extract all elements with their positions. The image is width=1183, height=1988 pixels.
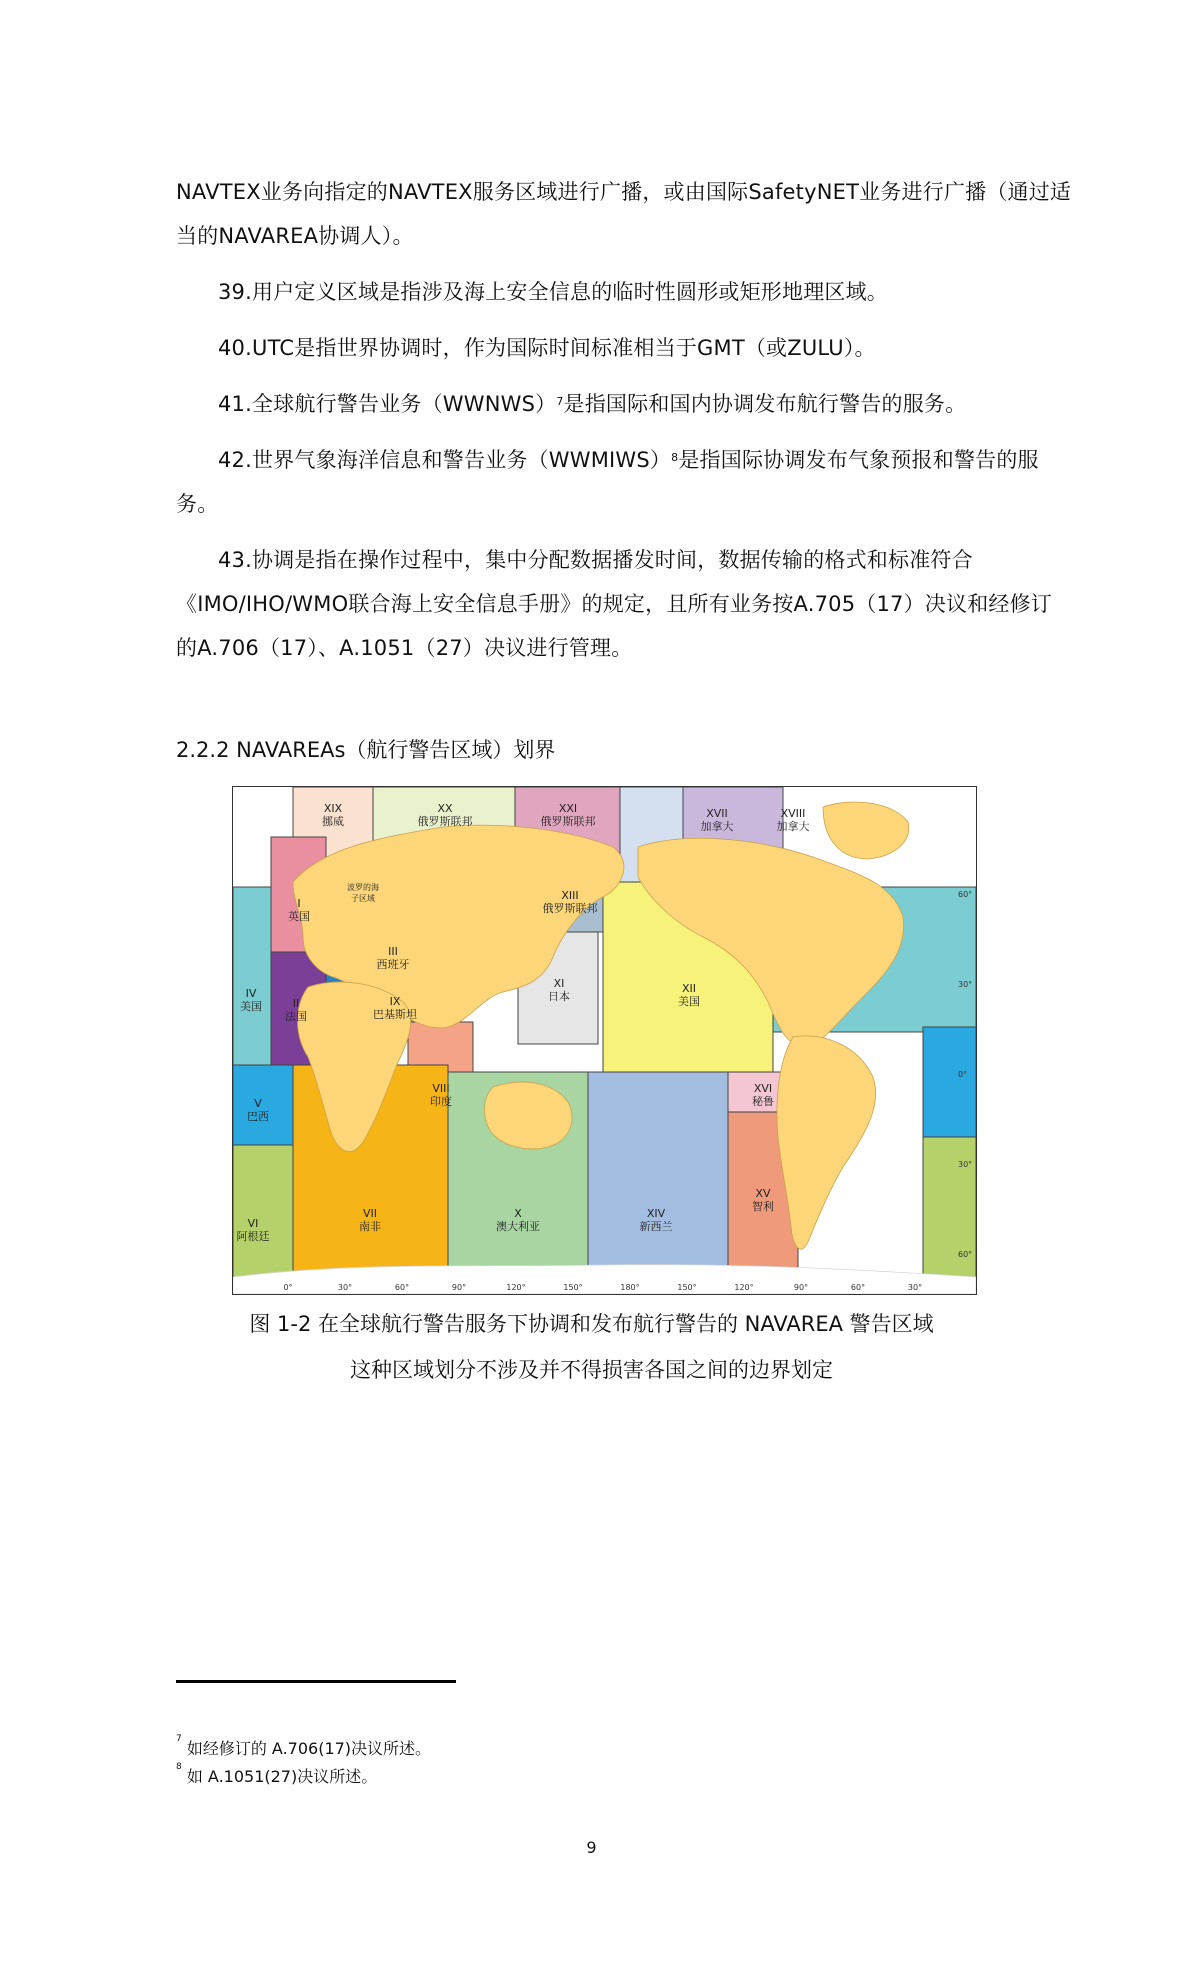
area-number-label: I — [297, 897, 301, 910]
longitude-tick-label: 90° — [793, 1283, 809, 1292]
longitude-tick-label: 150° — [563, 1283, 583, 1292]
area-number-label: XVIII — [780, 807, 806, 820]
footnote-ref: 7 — [556, 395, 564, 408]
area-number-label: XIII — [561, 889, 579, 902]
paragraph-42: 42.世界气象海洋信息和警告业务（WWMIWS）$^8$是指国际协调发布气象预报和警告的服 — [218, 448, 1039, 472]
area-number-label: XXI — [558, 802, 578, 815]
area-number-label: XV — [755, 1187, 771, 1200]
area-number-label: V — [254, 1097, 262, 1110]
paragraph-40: 40.UTC是指世界协调时，作为国际时间标准相当于GMT（或ZULU）。 — [218, 336, 876, 360]
area-v — [233, 1065, 293, 1145]
paragraph-43: 43.协调是指在操作过程中，集中分配数据播发时间，数据传输的格式和标准符合 — [218, 548, 973, 572]
area-country-label: 澳大利亚 — [496, 1220, 540, 1233]
area-country-label: 西班牙 — [376, 958, 410, 971]
longitude-tick-label: 180° — [620, 1283, 640, 1292]
area-country-label: 法国 — [285, 1010, 307, 1023]
footnote-7: $^7$ 如经修订的 A.706(17)决议所述。 — [176, 1734, 432, 1758]
area-country-label: 印度 — [430, 1095, 452, 1108]
area-number-label: XI — [553, 977, 565, 990]
area-number-label: IV — [245, 987, 257, 1000]
baltic-subarea-label: 子区域 — [351, 894, 375, 903]
body-line: NAVTEX业务向指定的NAVTEX服务区域进行广播，或由国际SafetyNET业务进行广播（通过适 — [176, 180, 1072, 204]
area-country-label: 智利 — [752, 1200, 774, 1213]
area-number-label: VI — [247, 1217, 259, 1230]
navarea-map — [232, 786, 977, 1295]
area-country-label: 秘鲁 — [752, 1095, 774, 1108]
area-number-label: II — [292, 997, 300, 1010]
body-line: 的A.706（17）、A.1051（27）决议进行管理。 — [176, 636, 633, 660]
longitude-tick-label: 150° — [677, 1283, 697, 1292]
figure-note: 这种区域划分不涉及并不得损害各国之间的边界划定 — [350, 1358, 833, 1382]
longitude-tick-label: 120° — [734, 1283, 754, 1292]
navarea-map-svg — [233, 787, 976, 1294]
area-country-label: 俄罗斯联邦 — [540, 815, 596, 828]
section-heading: 2.2.2 NAVAREAs（航行警告区域）划界 — [176, 738, 556, 762]
figure-caption: 图 1-2 在全球航行警告服务下协调和发布航行警告的 NAVAREA 警告区域 — [249, 1312, 934, 1336]
body-line: 《IMO/IHO/WMO联合海上安全信息手册》的规定，且所有业务按A.705（17）决议和经修订 — [176, 592, 1052, 616]
footnote-ref: 8 — [671, 451, 679, 464]
area-country-label: 挪威 — [322, 815, 344, 828]
area-number-label: VII — [362, 1207, 378, 1220]
longitude-tick-label: 0° — [283, 1283, 293, 1292]
area-country-label: 巴基斯坦 — [373, 1008, 417, 1021]
area-number-label: XIV — [646, 1207, 666, 1220]
body-line: 当的NAVAREA协调人）。 — [176, 224, 414, 248]
latitude-tick-label: 30° — [958, 1160, 973, 1169]
body-line: 务。 — [176, 492, 219, 516]
longitude-tick-label: 120° — [506, 1283, 526, 1292]
longitude-tick-label: 30° — [907, 1283, 923, 1292]
area-country-label: 加拿大 — [700, 820, 734, 833]
area-number-label: X — [514, 1207, 522, 1220]
footnote-8: $^8$ 如 A.1051(27)决议所述。 — [176, 1762, 378, 1786]
paragraph-39: 39.用户定义区域是指涉及海上安全信息的临时性圆形或矩形地理区域。 — [218, 280, 888, 304]
area-number-label: XVI — [753, 1082, 773, 1095]
baltic-subarea-label: 波罗的海 — [347, 883, 379, 892]
area-country-label: 新西兰 — [639, 1220, 673, 1233]
paragraph-41: 41.全球航行警告业务（WWNWS）$^7$是指国际和国内协调发布航行警告的服务。 — [218, 392, 967, 416]
longitude-tick-label: 60° — [394, 1283, 410, 1292]
area-number-label: III — [388, 945, 398, 958]
area-number-label: VIII — [432, 1082, 450, 1095]
latitude-tick-label: 0° — [958, 1070, 968, 1079]
latitude-tick-label: 60° — [958, 890, 973, 899]
area-number-label: XII — [681, 982, 697, 995]
area-iv-left — [233, 887, 271, 1065]
area-country-label: 美国 — [240, 1000, 262, 1013]
area-number-label: XIX — [323, 802, 343, 815]
latitude-tick-label: 60° — [958, 1250, 973, 1259]
area-country-label: 日本 — [548, 990, 570, 1003]
area-country-label: 阿根廷 — [236, 1230, 270, 1243]
longitude-tick-label: 60° — [850, 1283, 866, 1292]
area-country-label: 南非 — [359, 1220, 381, 1233]
area-v-right — [923, 1027, 976, 1137]
area-country-label: 俄罗斯联邦 — [417, 815, 473, 828]
area-country-label: 俄罗斯联邦 — [542, 902, 598, 915]
latitude-tick-label: 30° — [958, 980, 973, 989]
longitude-tick-label: 30° — [337, 1283, 353, 1292]
area-country-label: 加拿大 — [776, 820, 810, 833]
area-xiv — [588, 1072, 728, 1294]
footnote-divider — [176, 1680, 456, 1683]
longitude-tick-label: 90° — [451, 1283, 467, 1292]
area-country-label: 英国 — [288, 910, 310, 923]
area-number-label: XVII — [706, 807, 728, 820]
page-number: 9 — [586, 1838, 597, 1857]
area-number-label: XX — [437, 802, 453, 815]
area-number-label: IX — [389, 995, 401, 1008]
area-country-label: 巴西 — [247, 1110, 269, 1123]
area-country-label: 美国 — [678, 995, 700, 1008]
